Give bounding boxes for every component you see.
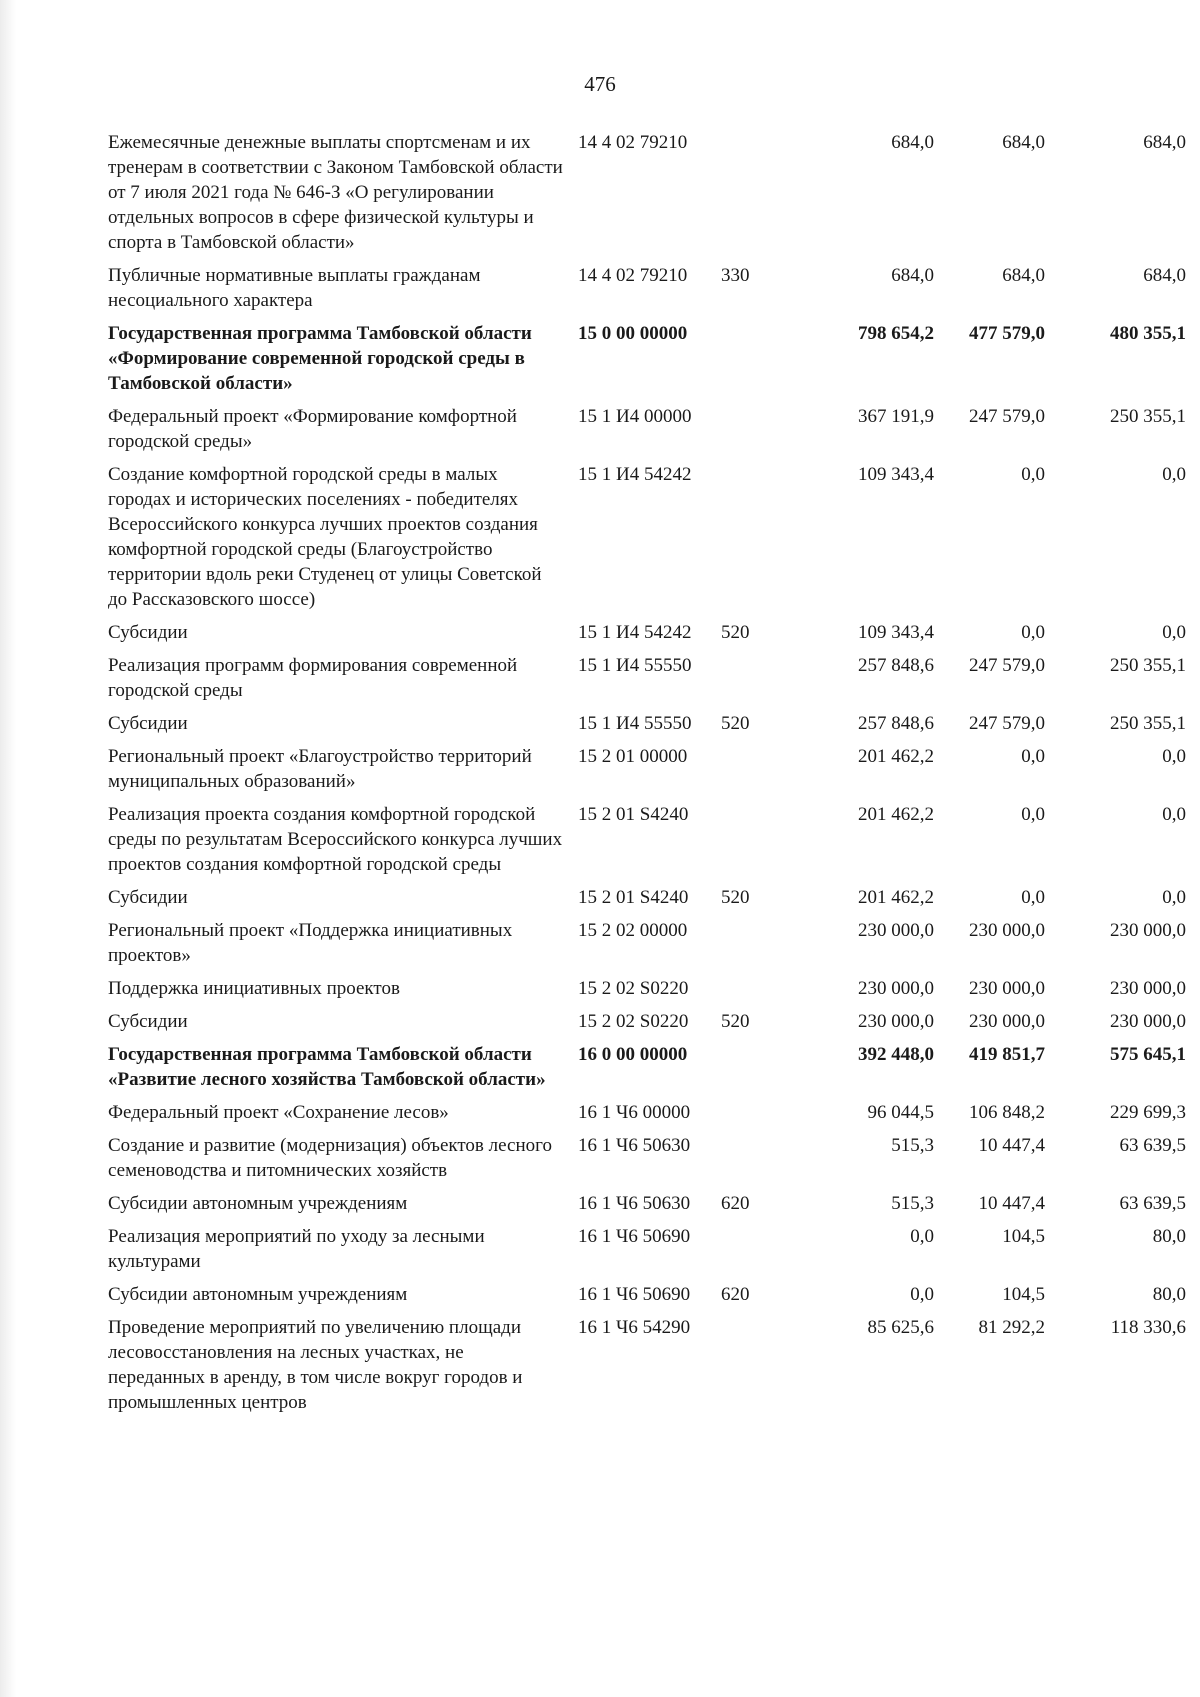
row-value-year-3: 250 355,1 xyxy=(1110,713,1186,734)
row-value-year-1: 257 848,6 xyxy=(858,713,934,734)
scan-edge xyxy=(0,0,16,1697)
row-value-year-3: 250 355,1 xyxy=(1110,655,1186,676)
row-expense-type: 520 xyxy=(721,1011,750,1032)
row-value-year-3: 250 355,1 xyxy=(1110,406,1186,427)
row-name: Региональный проект «Поддержка инициативных проектов» xyxy=(108,920,513,966)
row-value-year-3: 0,0 xyxy=(1162,804,1186,825)
row-value-year-1: 684,0 xyxy=(891,265,934,286)
row-value-year-3: 63 639,5 xyxy=(1119,1135,1186,1156)
row-code: 16 1 Ч6 54290 xyxy=(578,1317,691,1338)
row-value-year-3: 0,0 xyxy=(1162,887,1186,908)
row-value-year-1: 201 462,2 xyxy=(858,804,934,825)
row-name: Субсидии xyxy=(108,622,188,643)
row-code: 15 1 И4 54242 xyxy=(578,464,692,485)
page-number: 476 xyxy=(584,72,616,96)
row-name: Публичные нормативные выплаты гражданам несоциального характера xyxy=(108,265,481,311)
row-name: Создание комфортной городской среды в малых городах и исторических поселениях - победителях Всероссийского конкурса лучших проектов создания комфортной городской среды (Благоустройство территории вдоль реки Студенец от улицы Советской до Рассказовского шоссе) xyxy=(108,464,542,610)
row-expense-type: 520 xyxy=(721,887,750,908)
table-row xyxy=(108,321,1186,396)
row-value-year-2: 81 292,2 xyxy=(978,1317,1045,1338)
row-name: Государственная программа Тамбовской области «Развитие лесного хозяйства Тамбовской области» xyxy=(108,1044,546,1090)
table-row xyxy=(108,620,1186,645)
row-value-year-1: 798 654,2 xyxy=(858,323,934,344)
row-code: 14 4 02 79210 xyxy=(578,132,688,153)
row-code: 15 2 01 S4240 xyxy=(578,804,689,825)
row-value-year-3: 118 330,6 xyxy=(1110,1317,1186,1338)
row-expense-type: 620 xyxy=(721,1193,750,1214)
row-value-year-3: 684,0 xyxy=(1143,132,1186,153)
table-row xyxy=(108,802,1186,877)
row-value-year-2: 0,0 xyxy=(1021,804,1045,825)
row-code: 15 1 И4 55550 xyxy=(578,655,692,676)
row-value-year-3: 80,0 xyxy=(1152,1226,1186,1247)
row-value-year-1: 109 343,4 xyxy=(858,622,934,643)
row-name: Субсидии xyxy=(108,713,188,734)
row-value-year-2: 247 579,0 xyxy=(969,406,1045,427)
row-code: 15 2 01 00000 xyxy=(578,746,688,767)
row-value-year-1: 109 343,4 xyxy=(858,464,934,485)
row-value-year-2: 247 579,0 xyxy=(969,655,1045,676)
row-name: Реализация мероприятий по уходу за лесными культурами xyxy=(108,1226,485,1272)
budget-table xyxy=(108,130,1186,1423)
row-code: 16 0 00 00000 xyxy=(578,1044,688,1065)
table-row xyxy=(108,1100,1186,1125)
row-name: Государственная программа Тамбовской области «Формирование современной городской среды в Тамбовской области» xyxy=(108,323,532,394)
row-value-year-3: 480 355,1 xyxy=(1110,323,1186,344)
row-value-year-2: 247 579,0 xyxy=(969,713,1045,734)
row-name: Субсидии xyxy=(108,887,188,908)
table-row xyxy=(108,263,1186,313)
row-value-year-3: 80,0 xyxy=(1152,1284,1186,1305)
row-value-year-2: 106 848,2 xyxy=(969,1102,1045,1123)
row-value-year-3: 230 000,0 xyxy=(1110,920,1186,941)
row-code: 16 1 Ч6 50630 xyxy=(578,1193,691,1214)
row-value-year-1: 230 000,0 xyxy=(858,920,934,941)
row-name: Региональный проект «Благоустройство территорий муниципальных образований» xyxy=(108,746,532,792)
row-value-year-2: 684,0 xyxy=(1002,265,1045,286)
row-value-year-1: 392 448,0 xyxy=(858,1044,934,1065)
row-value-year-1: 257 848,6 xyxy=(858,655,934,676)
row-value-year-2: 10 447,4 xyxy=(978,1135,1045,1156)
row-name: Реализация проекта создания комфортной городской среды по результатам Всероссийского конкурса лучших проектов создания комфортной городской среды xyxy=(108,804,563,875)
table-row xyxy=(108,130,1186,255)
row-name: Ежемесячные денежные выплаты спортсменам и их тренерам в соответствии с Законом Тамбовской области от 7 июля 2021 года № 646-З «О регулировании отдельных вопросов в сфере физической культуры и спорта в Тамбовской области» xyxy=(108,132,563,253)
row-value-year-1: 0,0 xyxy=(910,1284,934,1305)
row-code: 16 1 Ч6 50690 xyxy=(578,1284,691,1305)
row-code: 14 4 02 79210 xyxy=(578,265,688,286)
row-value-year-1: 0,0 xyxy=(910,1226,934,1247)
row-value-year-3: 684,0 xyxy=(1143,265,1186,286)
table-row xyxy=(108,1133,1186,1183)
table-row xyxy=(108,1009,1186,1034)
row-value-year-3: 575 645,1 xyxy=(1110,1044,1186,1065)
row-expense-type: 620 xyxy=(721,1284,750,1305)
table-row xyxy=(108,1191,1186,1216)
table-row xyxy=(108,1282,1186,1307)
row-value-year-2: 0,0 xyxy=(1021,464,1045,485)
row-value-year-1: 85 625,6 xyxy=(867,1317,934,1338)
row-code: 16 1 Ч6 00000 xyxy=(578,1102,691,1123)
row-expense-type: 330 xyxy=(721,265,750,286)
row-value-year-1: 230 000,0 xyxy=(858,1011,934,1032)
row-code: 15 2 01 S4240 xyxy=(578,887,689,908)
row-name: Реализация программ формирования современной городской среды xyxy=(108,655,518,701)
row-value-year-1: 201 462,2 xyxy=(858,887,934,908)
row-name: Субсидии автономным учреждениям xyxy=(108,1284,408,1305)
row-expense-type: 520 xyxy=(721,622,750,643)
row-code: 15 1 И4 55550 xyxy=(578,713,692,734)
row-name: Федеральный проект «Формирование комфортной городской среды» xyxy=(108,406,517,452)
row-code: 15 2 02 S0220 xyxy=(578,1011,689,1032)
table-row xyxy=(108,885,1186,910)
row-code: 15 2 02 00000 xyxy=(578,920,688,941)
row-name: Субсидии xyxy=(108,1011,188,1032)
row-value-year-1: 201 462,2 xyxy=(858,746,934,767)
row-value-year-2: 477 579,0 xyxy=(969,323,1045,344)
row-value-year-2: 684,0 xyxy=(1002,132,1045,153)
row-value-year-2: 10 447,4 xyxy=(978,1193,1045,1214)
row-value-year-3: 0,0 xyxy=(1162,622,1186,643)
row-name: Поддержка инициативных проектов xyxy=(108,978,400,999)
row-value-year-3: 63 639,5 xyxy=(1119,1193,1186,1214)
row-value-year-2: 230 000,0 xyxy=(969,920,1045,941)
row-name: Федеральный проект «Сохранение лесов» xyxy=(108,1102,449,1123)
row-code: 16 1 Ч6 50690 xyxy=(578,1226,691,1247)
row-value-year-1: 515,3 xyxy=(891,1135,934,1156)
row-value-year-2: 0,0 xyxy=(1021,622,1045,643)
table-row xyxy=(108,653,1186,703)
table-row xyxy=(108,404,1186,454)
row-expense-type: 520 xyxy=(721,713,750,734)
row-name: Проведение мероприятий по увеличению площади лесовосстановления на лесных участках, не переданных в аренду, в том числе вокруг городов и промышленных центров xyxy=(108,1317,523,1413)
row-value-year-2: 230 000,0 xyxy=(969,1011,1045,1032)
row-value-year-2: 0,0 xyxy=(1021,887,1045,908)
row-value-year-1: 96 044,5 xyxy=(867,1102,934,1123)
row-name: Субсидии автономным учреждениям xyxy=(108,1193,408,1214)
table-row xyxy=(108,744,1186,794)
row-value-year-1: 230 000,0 xyxy=(858,978,934,999)
row-value-year-3: 230 000,0 xyxy=(1110,978,1186,999)
row-value-year-2: 104,5 xyxy=(1002,1284,1045,1305)
table-row xyxy=(108,711,1186,736)
row-value-year-2: 0,0 xyxy=(1021,746,1045,767)
row-value-year-3: 0,0 xyxy=(1162,464,1186,485)
row-code: 15 1 И4 54242 xyxy=(578,622,692,643)
row-code: 16 1 Ч6 50630 xyxy=(578,1135,691,1156)
row-code: 15 0 00 00000 xyxy=(578,323,688,344)
table-row xyxy=(108,918,1186,968)
table-row xyxy=(108,462,1186,612)
row-code: 15 1 И4 00000 xyxy=(578,406,692,427)
row-value-year-2: 419 851,7 xyxy=(969,1044,1045,1065)
row-value-year-1: 515,3 xyxy=(891,1193,934,1214)
table-row xyxy=(108,976,1186,1001)
row-value-year-2: 230 000,0 xyxy=(969,978,1045,999)
row-code: 15 2 02 S0220 xyxy=(578,978,689,999)
table-row xyxy=(108,1224,1186,1274)
row-name: Создание и развитие (модернизация) объектов лесного семеноводства и питомнических хозяйств xyxy=(108,1135,552,1181)
row-value-year-3: 229 699,3 xyxy=(1110,1102,1186,1123)
row-value-year-3: 0,0 xyxy=(1162,746,1186,767)
row-value-year-1: 684,0 xyxy=(891,132,934,153)
row-value-year-1: 367 191,9 xyxy=(858,406,934,427)
table-row xyxy=(108,1315,1186,1415)
table-row xyxy=(108,1042,1186,1092)
row-value-year-3: 230 000,0 xyxy=(1110,1011,1186,1032)
row-value-year-2: 104,5 xyxy=(1002,1226,1045,1247)
